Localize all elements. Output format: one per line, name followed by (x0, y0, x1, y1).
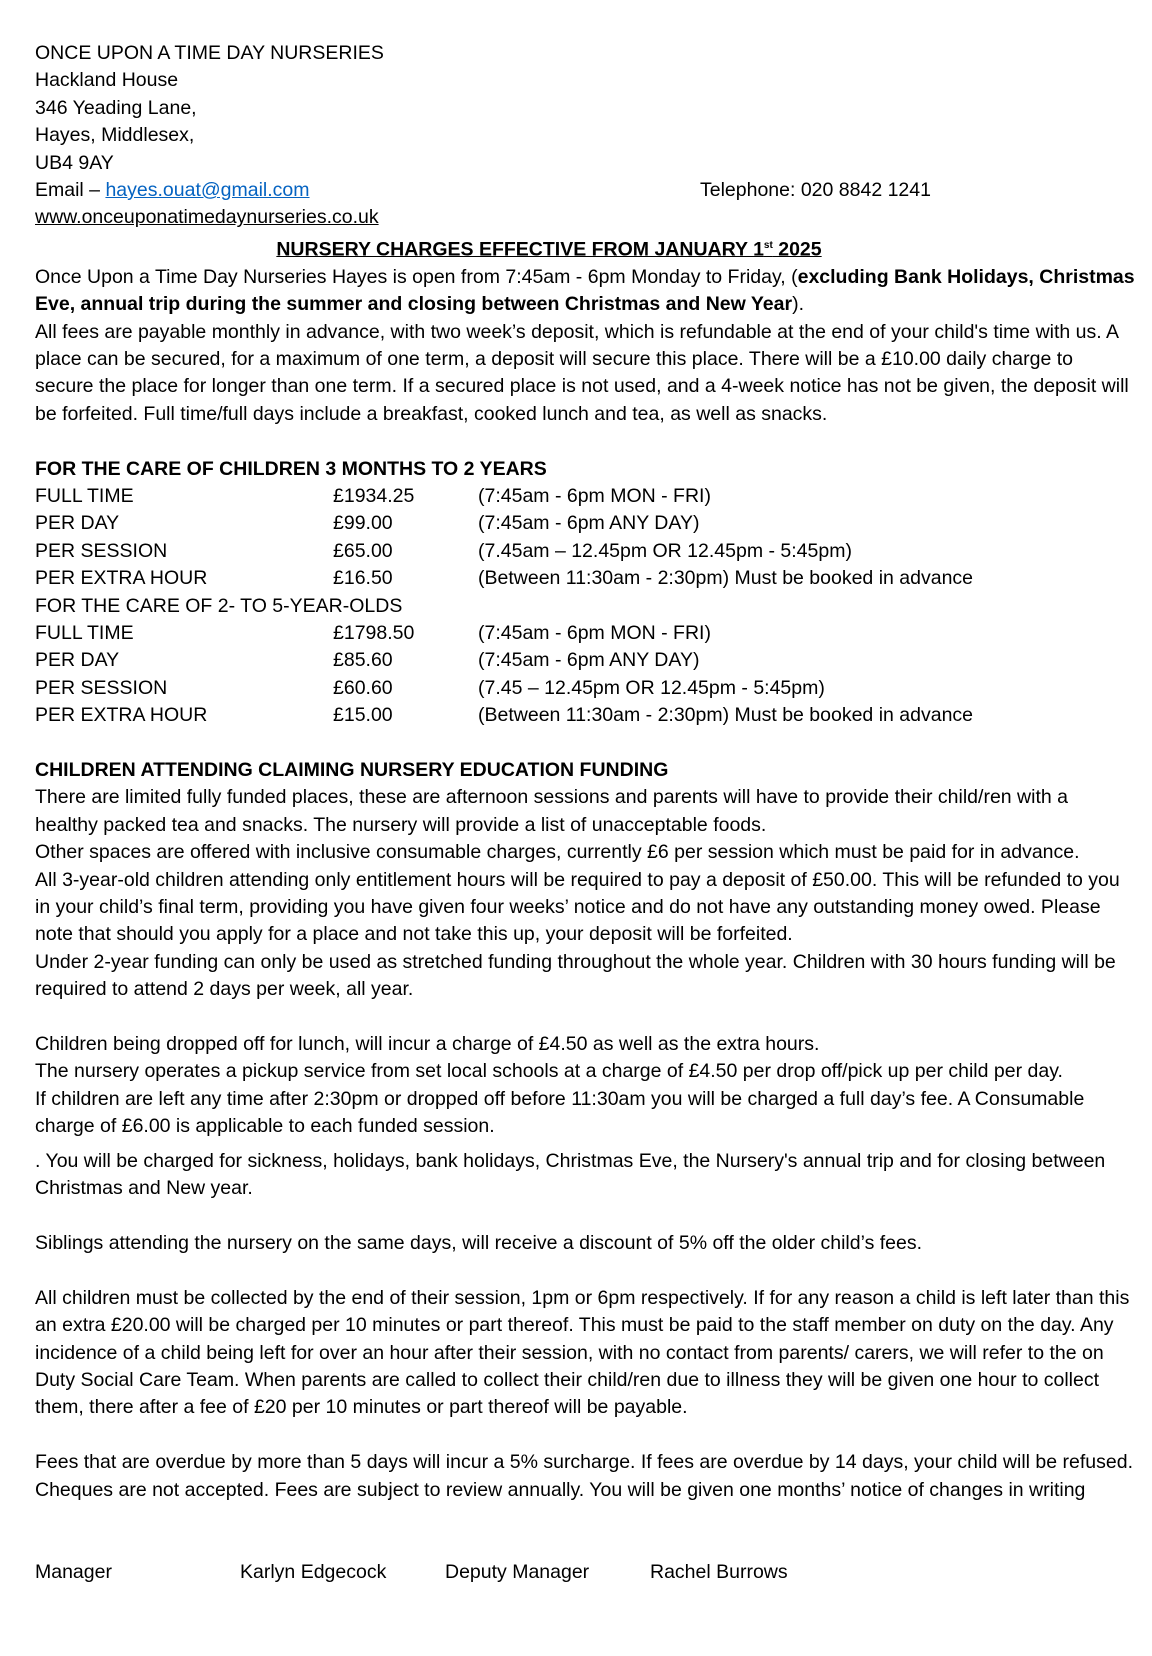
title-sup: st (763, 239, 773, 251)
signature-row (35, 1559, 1135, 1586)
infant-heading: FOR THE CARE OF CHILDREN 3 MONTHS TO 2 YEARS (35, 457, 547, 480)
opening-hours (35, 264, 1135, 319)
address-line-2: 346 Yeading Lane, (35, 96, 197, 119)
table-row (35, 538, 973, 565)
fee-note: (Between 11:30am - 2:30pm) Must be booked in advance (478, 704, 974, 727)
collection-policy: All children must be collected by the end of their session, 1pm or 6pm respectively. If for any reason a child is left later than this an extra £20.00 will be charged per 10 minutes or part thereof. This must be paid to the staff member on duty on the day. Any incidence of a child being left for over an hour after their session, with no contact from parents/ carers, we will refer to the on Duty Social Care Team. When parents are called to collect their child/ren due to illness they will be given one hour to collect them, there after a fee of £20 per 10 minutes or part thereof will be payable. (35, 1286, 1130, 1419)
fee-note: (7:45am - 6pm ANY DAY) (478, 649, 700, 672)
fee-label: PER DAY (35, 512, 120, 535)
funding-paragraph-1: There are limited fully funded places, these are afternoon sessions and parents will have to provide their child/ren with a healthy packed tea and snacks. The nursery will provide a list of unacceptable foods. (35, 786, 1068, 836)
toddler-heading: FOR THE CARE OF 2- TO 5-YEAR-OLDS (35, 594, 403, 617)
deputy-label: Deputy Manager (445, 1560, 590, 1583)
funding-paragraph-3: All 3-year-old children attending only entitlement hours will be required to pay a deposit of £50.00. This will be refunded to you in your child’s final term, providing you have given four weeks’ notice and do not have any outstanding money owed. Please note that should you apply for a place and not take this up, your deposit will be forfeited. (35, 868, 1120, 946)
fee-note: (7:45am - 6pm ANY DAY) (478, 512, 700, 535)
fee-note: (7:45am - 6pm MON - FRI) (478, 484, 711, 507)
fee-label: FULL TIME (35, 484, 134, 507)
table-row (35, 510, 973, 537)
table-row (35, 565, 973, 592)
manager-label: Manager (35, 1560, 112, 1583)
fee-note: (7.45 – 12.45pm OR 12.45pm - 5:45pm) (478, 676, 825, 699)
address-postcode: UB4 9AY (35, 151, 114, 174)
opening-exclusions: excluding Bank Holidays, Christmas Eve, annual trip during the summer and closing between Christmas and New Year (35, 265, 1135, 316)
funding-paragraph-2: Other spaces are offered with inclusive consumable charges, currently £6 per session which must be paid for in advance. (35, 841, 1080, 864)
infant-fees-table (35, 483, 973, 593)
title-year: 2025 (772, 238, 822, 261)
siblings-discount: Siblings attending the nursery on the same days, will receive a discount of 5% off the older child’s fees. (35, 1231, 923, 1254)
sickness-policy: . You will be charged for sickness, holidays, bank holidays, Christmas Eve, the Nursery's annual trip and for closing between Christmas and New year. (35, 1149, 1106, 1200)
fee-price: £65.00 (333, 539, 393, 562)
telephone: Telephone: 020 8842 1241 (700, 179, 931, 202)
contact-row (35, 177, 1135, 204)
fee-price: £16.50 (333, 567, 393, 590)
document-page (35, 40, 1135, 1586)
pickup-service: The nursery operates a pickup service from set local schools at a charge of £4.50 per drop off/pick up per child per day. (35, 1060, 1063, 1083)
table-row (35, 620, 973, 647)
fee-price: £15.00 (333, 704, 393, 727)
org-name: ONCE UPON A TIME DAY NURSERIES (35, 42, 384, 64)
funding-paragraph-4: Under 2-year funding can only be used as stretched funding throughout the whole year. Children with 30 hours funding will be required to attend 2 days per week, all year. (35, 950, 1116, 1001)
fees-paragraph: All fees are payable monthly in advance, with two week’s deposit, which is refundable at the end of your child's time with us. A place can be secured, for a maximum of one term, a deposit will secure this place. There will be a £10.00 daily charge to secure the place for longer than one term. If a secured place is not used, and a 4-week notice has not be given, the deposit will be forfeited. Full time/full days include a breakfast, cooked lunch and tea, as well as snacks. (35, 320, 1129, 425)
fee-label: PER DAY (35, 649, 120, 672)
deputy-name: Rachel Burrows (650, 1560, 788, 1583)
fee-label: PER SESSION (35, 539, 168, 562)
fee-price: £1798.50 (333, 622, 415, 644)
table-row (35, 647, 973, 674)
overdue-policy: Fees that are overdue by more than 5 days will incur a 5% surcharge. If fees are overdue by 14 days, your child will be refused. Cheques are not accepted. Fees are subject to review annually. You will be given one months’ notice of changes in writing (35, 1451, 1133, 1501)
fee-note: (7.45am – 12.45pm OR 12.45pm - 5:45pm) (478, 539, 852, 562)
fee-note: (7:45am - 6pm MON - FRI) (478, 622, 711, 644)
opening-post: ). (792, 293, 805, 316)
table-row (35, 675, 973, 702)
address-line-3: Hayes, Middlesex, (35, 124, 195, 147)
lunch-charge: Children being dropped off for lunch, will incur a charge of £4.50 as well as the extra hours. (35, 1033, 820, 1056)
fee-label: PER SESSION (35, 676, 168, 699)
email-prefix: Email – (35, 179, 106, 202)
website: www.onceuponatimedaynurseries.co.uk (35, 206, 379, 229)
page-title (35, 232, 1135, 264)
fee-price: £1934.25 (333, 484, 415, 507)
fee-label: PER EXTRA HOUR (35, 567, 208, 590)
address-line-1: Hackland House (35, 69, 179, 92)
fee-price: £99.00 (333, 512, 393, 535)
fee-label: PER EXTRA HOUR (35, 704, 208, 727)
table-row (35, 483, 973, 510)
opening-pre: Once Upon a Time Day Nurseries Hayes is open from 7:45am - 6pm Monday to Friday, ( (35, 265, 798, 288)
toddler-fees-table (35, 620, 973, 730)
title-main: NURSERY CHARGES EFFECTIVE FROM JANUARY 1 (276, 238, 764, 261)
fee-label: FULL TIME (35, 622, 134, 644)
fee-note: (Between 11:30am - 2:30pm) Must be booked in advance (478, 567, 974, 590)
fee-price: £85.60 (333, 649, 393, 672)
full-day-charge: If children are left any time after 2:30pm or dropped off before 11:30am you will be charged a full day’s fee. A Consumable charge of £6.00 is applicable to each funded session. (35, 1087, 1085, 1138)
fee-price: £60.60 (333, 676, 393, 699)
manager-name: Karlyn Edgecock (240, 1560, 387, 1583)
table-row (35, 702, 973, 729)
email-link[interactable]: hayes.ouat@gmail.com (105, 179, 310, 202)
funding-heading: CHILDREN ATTENDING CLAIMING NURSERY EDUCATION FUNDING (35, 759, 669, 782)
